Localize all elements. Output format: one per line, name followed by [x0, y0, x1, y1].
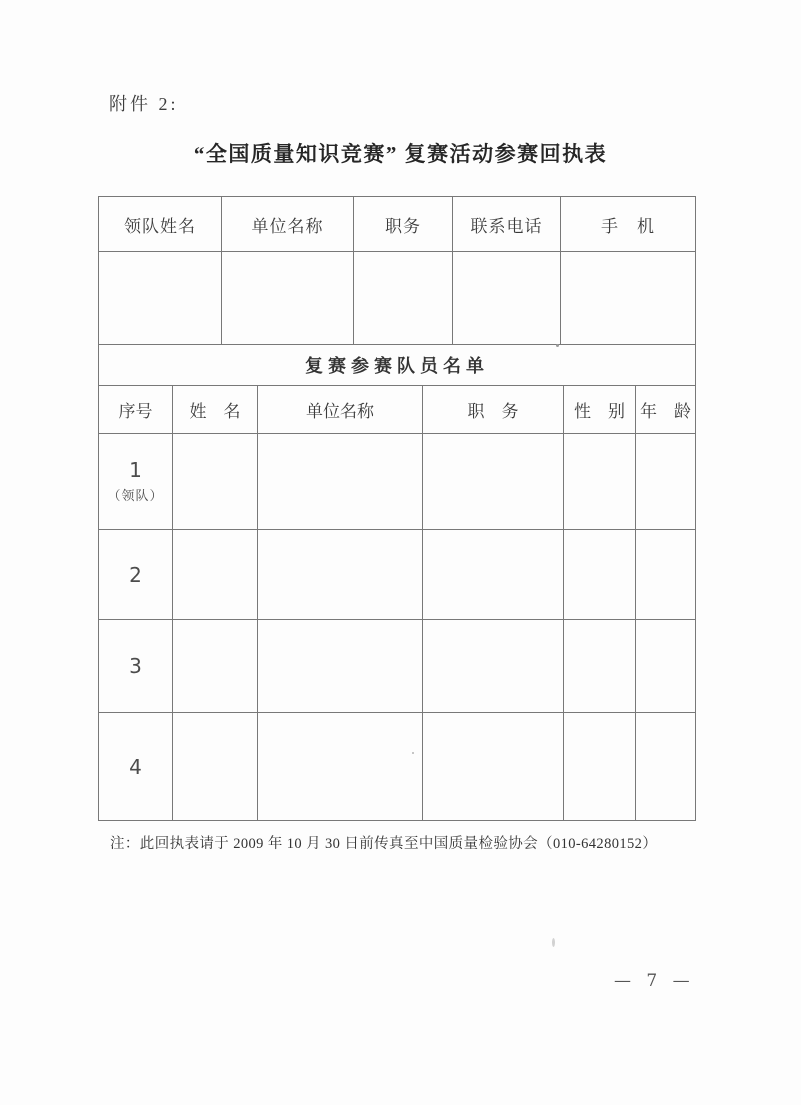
row-number-cell — [99, 530, 173, 620]
member-age-cell — [636, 620, 696, 713]
scan-artifact — [552, 938, 555, 947]
member-gender-cell — [564, 434, 636, 530]
header-age: 年 龄 — [636, 386, 696, 434]
leader-name-cell — [99, 252, 222, 345]
member-name-cell — [173, 620, 258, 713]
member-unit-cell — [258, 530, 423, 620]
row-number: 3 — [129, 654, 142, 678]
leader-blank-row — [99, 252, 696, 345]
member-row-1 — [99, 434, 696, 530]
document-title: “全国质量知识竞赛” 复赛活动参赛回执表 — [193, 142, 608, 166]
header-member-position: 职 务 — [423, 386, 564, 434]
member-name-cell — [173, 713, 258, 821]
header-gender: 性 别 — [564, 386, 636, 434]
member-age-cell — [636, 713, 696, 821]
member-position-cell — [423, 530, 564, 620]
member-row-3 — [99, 620, 696, 713]
header-position: 职务 — [354, 197, 453, 252]
header-leader-name: 领队姓名 — [99, 197, 222, 252]
leader-unit-cell — [222, 252, 354, 345]
row-number-cell — [99, 713, 173, 821]
member-name-cell — [173, 530, 258, 620]
roster-section-row — [99, 345, 696, 386]
row-leader-note: （领队） — [107, 488, 164, 503]
leader-header-row — [99, 197, 696, 252]
member-unit-cell — [258, 713, 423, 821]
members-roster-table — [98, 344, 696, 821]
member-name-cell — [173, 434, 258, 530]
member-row-4 — [99, 713, 696, 821]
row-number-cell — [99, 434, 173, 530]
roster-section-title: 复赛参赛队员名单 — [99, 345, 696, 386]
scan-artifact — [412, 752, 414, 754]
member-gender-cell — [564, 530, 636, 620]
row-number: 4 — [129, 754, 142, 779]
attachment-label: 附件 2: — [109, 94, 179, 114]
row-number: 2 — [129, 562, 142, 587]
leader-phone-cell — [453, 252, 561, 345]
header-index: 序号 — [99, 386, 173, 434]
leader-position-cell — [354, 252, 453, 345]
row-number: 1 — [129, 458, 142, 482]
member-position-cell — [423, 713, 564, 821]
leader-mobile-cell — [561, 252, 696, 345]
roster-header-row — [99, 386, 696, 434]
member-position-cell — [423, 620, 564, 713]
member-position-cell — [423, 434, 564, 530]
page-number: — 7 — — [614, 971, 695, 991]
leader-info-table — [98, 196, 696, 345]
member-gender-cell — [564, 620, 636, 713]
header-member-unit: 单位名称 — [258, 386, 423, 434]
member-gender-cell — [564, 713, 636, 821]
member-unit-cell — [258, 434, 423, 530]
form-tables — [98, 196, 695, 821]
member-row-2 — [99, 530, 696, 620]
header-mobile: 手 机 — [561, 197, 696, 252]
header-member-name: 姓 名 — [173, 386, 258, 434]
footnote: 注：此回执表请于 2009 年 10 月 30 日前传真至中国质量检验协会（010-64280152） — [110, 836, 658, 852]
header-contact-phone: 联系电话 — [453, 197, 561, 252]
member-age-cell — [636, 530, 696, 620]
row-number-cell — [99, 620, 173, 713]
scan-artifact — [556, 344, 559, 347]
member-age-cell — [636, 434, 696, 530]
member-unit-cell — [258, 620, 423, 713]
header-unit-name: 单位名称 — [222, 197, 354, 252]
